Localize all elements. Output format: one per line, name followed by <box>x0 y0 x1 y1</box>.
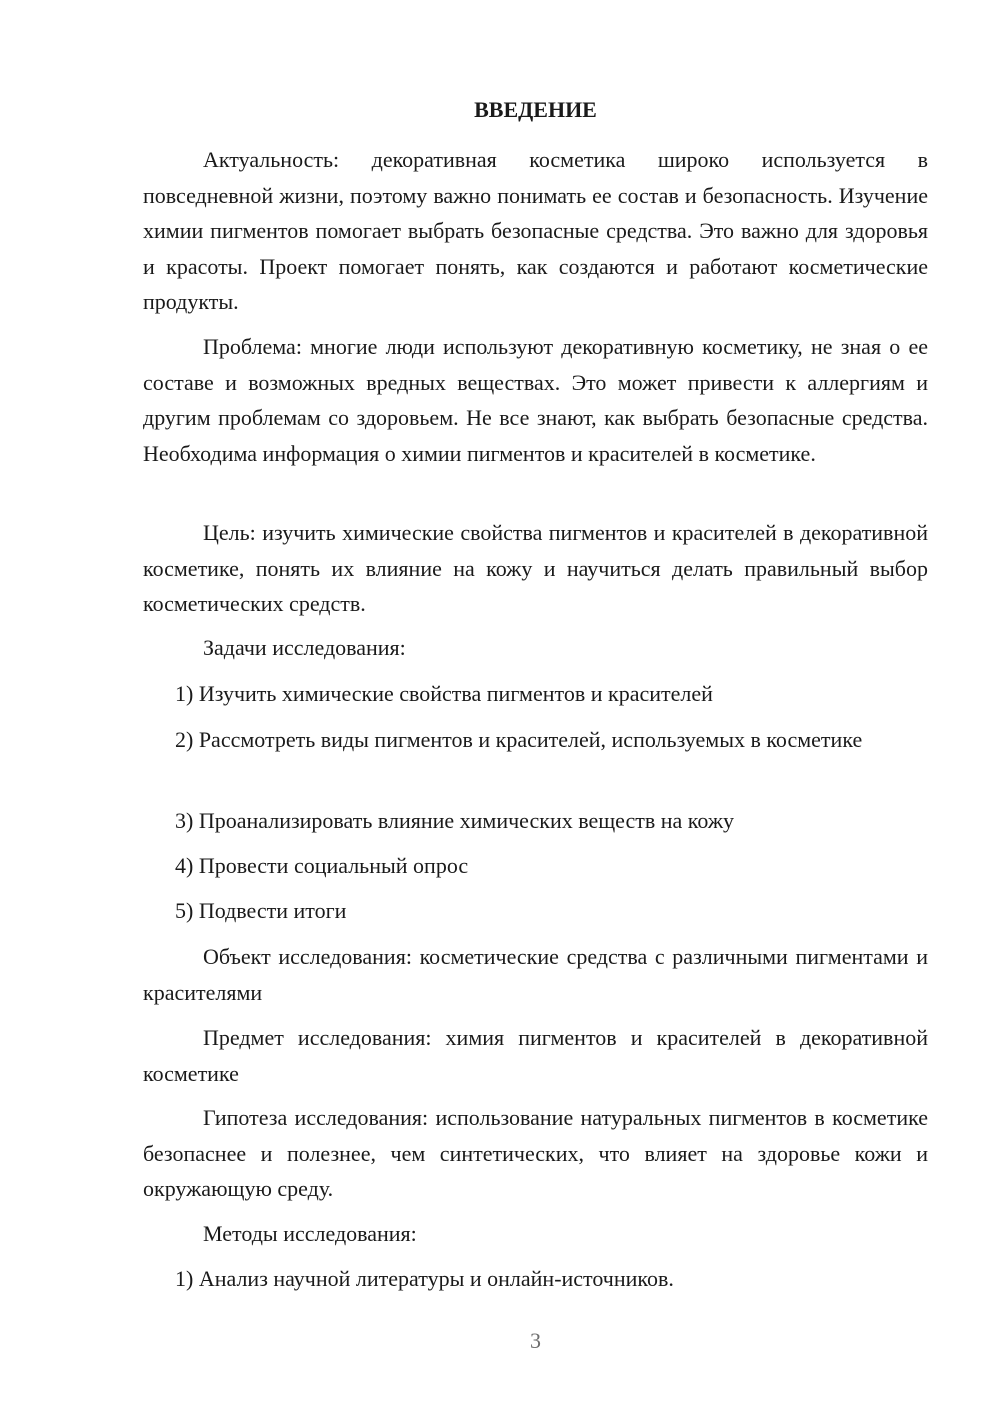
goal-paragraph: Цель: изучить химические свойства пигментов и красителей в декоративной косметике, понять их влияние на кожу и научиться делать правильный выбор косметических средств. <box>143 520 928 616</box>
section-heading: ВВЕДЕНИЕ <box>474 97 597 122</box>
page-number: 3 <box>530 1328 541 1353</box>
tasks-title: Задачи исследования: <box>203 635 406 660</box>
problem-paragraph: Проблема: многие люди используют декоративную косметику, не зная о ее составе и возможных вредных веществах. Это может привести к аллергиям и другим проблемам со здоровьем. Не все знают, как выбрать безопасные средства. Необходима информация о химии пигментов и красителей в косметике. <box>143 334 928 466</box>
task-item-1: 1) Изучить химические свойства пигментов и красителей <box>175 681 713 706</box>
methods-title: Методы исследования: <box>203 1221 417 1246</box>
task-item-4: 4) Провести социальный опрос <box>175 853 469 878</box>
relevance-paragraph: Актуальность: декоративная косметика широко используется в повседневной жизни, поэтому важно понимать ее состав и безопасность. Изучение химии пигментов помогает выбрать безопасные средства. Это важно для здоровья и красоты. Проект помогает понять, как создаются и работают косметические продукты. <box>143 147 928 314</box>
object-paragraph: Объект исследования: косметические средства с различными пигментами и красителями <box>143 944 928 1005</box>
task-item-2: 2) Рассмотреть виды пигментов и красителей, используемых в косметике <box>175 727 863 752</box>
method-item-1: 1) Анализ научной литературы и онлайн-источников. <box>175 1266 674 1291</box>
task-item-3: 3) Проанализировать влияние химических веществ на кожу <box>175 808 735 833</box>
hypothesis-paragraph: Гипотеза исследования: использование натуральных пигментов в косметике безопаснее и полезнее, чем синтетических, что влияет на здоровье кожи и окружающую среду. <box>143 1105 928 1201</box>
subject-paragraph: Предмет исследования: химия пигментов и красителей в декоративной косметике <box>143 1025 928 1086</box>
document-page <box>143 0 928 1414</box>
task-item-5: 5) Подвести итоги <box>175 898 347 923</box>
